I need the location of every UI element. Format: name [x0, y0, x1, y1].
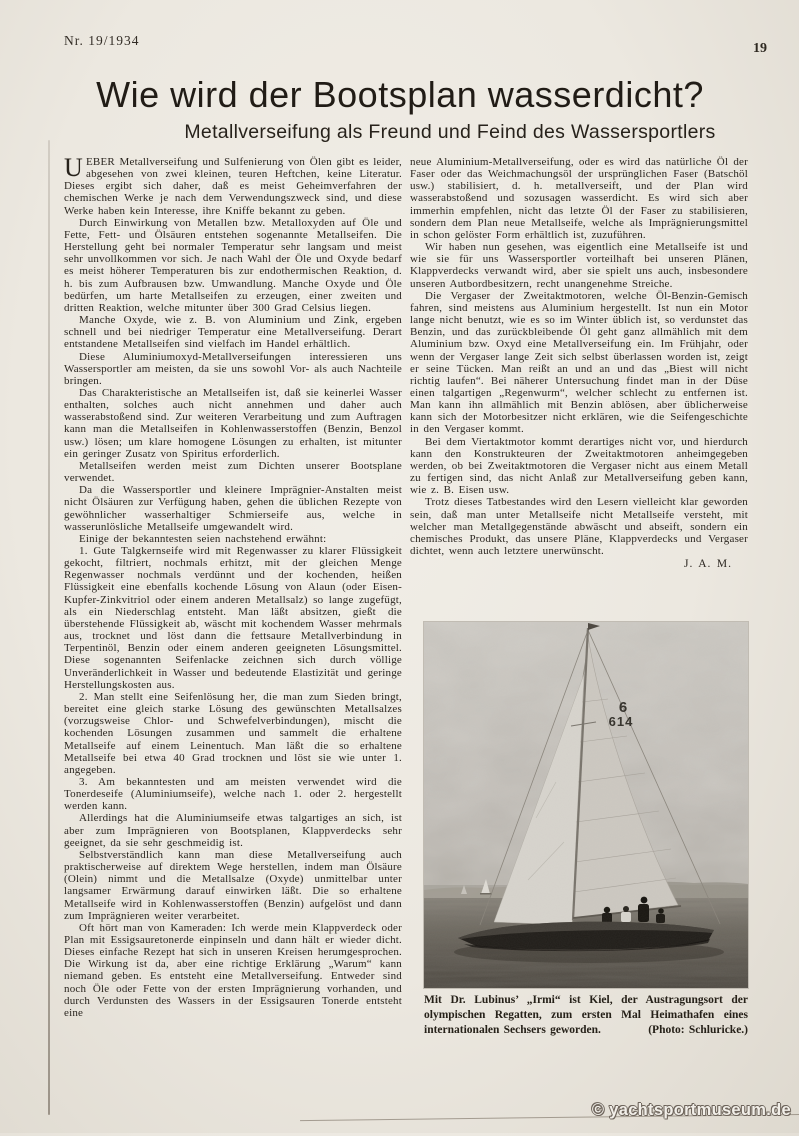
scan-page-edge-left: [48, 140, 50, 1115]
article-paragraph: Metallseifen werden meist zum Dichten unserer Bootsplane verwendet.: [64, 459, 402, 485]
article-paragraph: Manche Oxyde, wie z. B. von Aluminium und Zink, ergeben schnell und bei niedriger Temperatur eine Metallverseifung. Derart entstandene Metallseifen sind vielfach im Handel erhältlich.: [64, 314, 402, 351]
article-subtitle: Metallverseifung als Freund und Feind des Wassersportlers: [184, 121, 716, 143]
article-paragraph: Wir haben nun gesehen, was eigentlich eine Metallseife ist und wie sie für uns Wassersportler vorteilhaft bei unseren Plänen, Klappverdecks verwandt wird, aber sie spielt uns auch, insbesondere unseren Autbordbesitzern, recht unangenehme Streiche.: [410, 241, 748, 290]
article-paragraph: Durch Einwirkung von Metallen bzw. Metalloxyden auf Öle und Fette, Fett- und Ölsäuren entstehen sogenannte Metallseifen. Die Herstellung geht bei normaler Temperatur sehr langsam und meist sehr unvollkommen vor sich. Je nach Wahl der Öle und Oxyde bedarf es meist höherer Temperaturen bis zur endothermischen Reaktion, d. h. bis zum Aufbrausen bzw. Umwandlung. Manche Oxyde und Öle bedürfen, um harte Metallseifen zu erzeugen, einer zweiten und dritten Reaktion, welche mitunter über 300 Grad Celsius liegen.: [64, 216, 402, 314]
page-number: 19: [753, 41, 767, 56]
article-paragraph: Die Vergaser der Zweitaktmotoren, welche Öl-Benzin-Gemisch fahren, sind meistens aus Aluminium hergestellt. Ist nun ein Motor lange nicht benutzt, wie es so im Winter üblich ist, so verdunstet das Benzin, und das zurückbleibende Öl geht ganz allmählich mit dem Aluminium bzw. Oxyd eine Metallverseifung ein. Im Frühjahr, oder wenn der Vergaser lange Zeit sich selbst überlassen worden ist, zeigt er seine Tücken. Man reißt an und an und das „Biest will nicht richtig laufen“. Bei näherer Untersuchung findet man in der Düse einen talgartigen „Regenwurm“, welcher schlecht zu entfernen ist. Man kann ihn allmählich mit Benzin ablösen, aber üblicherweise kann sich der Motorbesitzer nicht erklären, wie die Seifengeschichte in den Vergaser kommt.: [410, 289, 748, 436]
article-paragraph: Oft hört man von Kameraden: Ich werde mein Klappverdeck oder Plan mit Essigsauretonerde einpinseln und dann hält er wieder dicht. Dieses einfache Rezept hat sich in unseren Kreisen herumgesprochen. Die Wirkung ist da, aber eine richtige Erklärung „Warum“ kann niemand geben. Es entsteht eine Metallverseifung. Entweder sind noch Öle oder Fette von der ersten Imprägnierung vorhanden, und durch Verdunsten des Wassers in der Essigsauren Tonerde entsteht eine: [64, 921, 402, 1019]
article-paragraph: Selbstverständlich kann man diese Metallverseifung auch praktischerweise auf direktem Wege herstellen, indem man Ölsäure (Olein) nimmt und die Metallsalze (Oxyde) unmittelbar unter langsamer Erwärmung darauf einwirken läßt. Die so erhaltene Metallseife wird in Kohlenwasserstoffen (Benzin) aufgelöst und dann zum Imprägnieren weiter verarbeitet.: [64, 848, 402, 922]
article-paragraph: neue Aluminium-Metallverseifung, oder es wird das natürliche Öl der Faser oder das Weichmachungsöl der ursprünglichen Faser (Batschöl usw.) stabilisiert, d. h. metallverseift, und der Plan wird wasserabstoßend und sozusagen wasserdicht. Es wird sich aber immerhin empfehlen, nicht das letzte Öl der Faser zu stabilisieren, sondern dem Plan neue Metallseife, welche als Imprägnierungsmittel in schon gelöster Form erhältlich ist, zuzuführen.: [410, 156, 748, 241]
photo-caption-text: Mit Dr. Lubinus’ „Irmi“ ist Kiel, der Austragungsort der olympischen Regatten, zum ersten Mal Heimathafen eines internationalen Sechsers geworden.: [424, 994, 748, 1037]
article-paragraph: Allerdings hat die Aluminiumseife etwas talgartiges an sich, ist aber zum Imprägnieren von Bootsplanen, Klappverdecks sehr geeignet, da sie sehr geschmeidig ist.: [64, 812, 402, 849]
article-paragraph: Einige der bekanntesten seien nachstehend erwähnt:: [79, 532, 327, 545]
right-column-paragraphs: [410, 156, 748, 557]
article-paragraph: 2. Man stellt eine Seifenlösung her, die man zum Sieden bringt, bereitet eine gleich starke Lösung des gewünschten Metallsalzes (vorzugsweise Chlor- und Schwefelverbindungen), mischt die kochenden Lösungen zusammen und sammelt die erhaltene Metallseife auf einem Leinentuch. Man läßt die so erhaltene Metallseife bei etwa 40 Grad trocknen und löst sie wie unter 1. angegeben.: [64, 690, 402, 776]
issue-number: Nr. 19/1934: [64, 33, 140, 48]
article-paragraph: Da die Wassersportler und kleinere Imprägnier-Anstalten meist nicht Ölsäuren zur Verfügung haben, gehen die üblichen Rezepte von gewöhnlicher wasserhaltiger Schmierseife aus, welche in wasserunlösliche Metallseife umgewandelt wird.: [64, 484, 402, 533]
article-paragraph: UEBER Metallverseifung und Sulfenierung von Ölen gibt es leider, abgesehen von zwei kleinen, teuren Heftchen, keine Literatur. Dieses ergibt sich daher, daß es meist Geheimverfahren der chemischen Werke je nach dem Verwendungszweck sind, und diese Werke haben kein Interesse, ihre Kniffe bekannt zu geben.: [64, 156, 402, 217]
left-text-column: [64, 156, 402, 1136]
article-paragraph: 3. Am bekanntesten und am meisten verwendet wird die Tonerdeseife (Aluminiumseife), welche nach 1. oder 2. hergestellt werden kann.: [64, 775, 402, 813]
article-paragraph: Diese Aluminiumoxyd-Metallverseifungen interessieren uns Wassersportler am meisten, da sie uns sowohl Vor- als auch Nachteile bringen.: [64, 350, 402, 387]
right-text-column: [410, 156, 748, 618]
drop-cap-initial: U: [64, 156, 83, 182]
photo-caption: [424, 993, 748, 1039]
article-paragraph: Das Charakteristische an Metallseifen ist, daß sie keinerlei Wasser enthalten, solches auch nicht annehmen und daher auch wasserabstoßend sind. Zur weiteren Verarbeitung und zum Auftragen kann man die Metallseifen in Kohlenwasserstoffen (Benzin, Benzol usw.) lösen; um klare homogene Lösungen zu erhalten, ist mitunter ein geringer Zusatz von Spiritus erforderlich.: [64, 386, 402, 460]
article-paragraph: Trotz dieses Tatbestandes wird den Lesern vielleicht klar geworden sein, daß man unter Metallseife nicht Metallseife versteht, mit welcher man Metallgegenstände abwäscht und abseift, sondern ein chemisches Produkt, das unsere Pläne, Klappverdecks und Vergaser dichtet, wenn auch letztere unerwünscht.: [410, 496, 748, 557]
sailboat-photo: [424, 622, 748, 988]
sailboat-photo-illustration: [424, 622, 748, 988]
article-title: Wie wird der Bootsplan wasserdicht?: [96, 74, 704, 115]
article-paragraph: 1. Gute Talgkernseife wird mit Regenwasser zu klarer Flüssigkeit gekocht, filtriert, nochmals erhitzt, mit der gleichen Menge Regenwasser nochmals verdünnt und der kochenden, heißen Flüssigkeit eine ebenfalls kochende Lösung von Alaun (oder Eisen-Kupfer-Zinkvitriol oder einem anderen Metallsalz) so lange zugefügt, als ein Niederschlag entsteht. Man läßt absitzen, gießt die überstehende Flüssigkeit ab, wäscht mit kochendem Wasser mehrmals aus, trocknet und löst dann die fettsaure Metallverbindung in Terpentinöl, Benzin oder einem anderen geeigneten Lösungsmittel. Diese sogenannten Seifenlacke zeichnen sich durch völlige Unveränderlichkeit in Wasser und bedeutende Elastizität und geringe Herstellungskosten aus.: [64, 545, 402, 691]
article-paragraph: Bei dem Viertaktmotor kommt derartiges nicht vor, und hierdurch kann den Konstrukteuren der Zweitaktmotoren anheimgegeben werden, ob bei Zweitaktmotoren die Vergaser nicht aus einem Metall zu fertigen sind, das nicht Anlaß zur Metallverseifung geben kann, wie z. B. Eisen usw.: [410, 435, 748, 497]
author-initials: J. A. M.: [684, 558, 732, 571]
watermark-stamp: © yachtsportmuseum.de: [591, 1101, 791, 1119]
photo-credit: (Photo: Schluricke.): [648, 1024, 748, 1037]
